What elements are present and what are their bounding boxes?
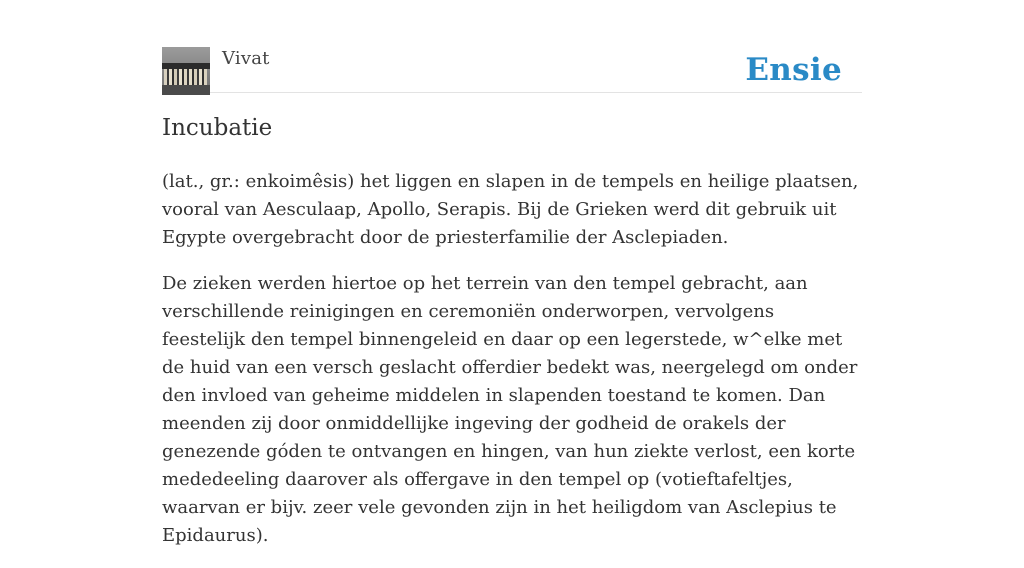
site-logo[interactable]: Ensie [745,52,842,88]
article-header [162,46,862,93]
article-paragraph: De zieken werden hiertoe op het terrein van den tempel gebracht, aan verschillende reinigingen en ceremoniën onderworpen, vervolgens feestelijk den tempel binnengeleid en daar op een legerstede, w^elke met de huid van een versch geslacht offerdier bedekt was, neergelegd om onder den invloed van geheime middelen in slapenden toestand te komen. Dan meenden zij door onmiddellijke ingeving der godheid de orakels der genezende góden te ontvangen en hingen, van hun ziekte verlost, een korte mededeeling daarover als offergave in den tempel op (votieftafeltjes, waarvan er bijv. zeer vele gevonden zijn in het heiligdom van Asclepius te Epidaurus). [162,273,858,546]
article-paragraph: (lat., gr.: enkoimêsis) het liggen en slapen in de tempels en heilige plaatsen, vooral van Aesculaap, Apollo, Serapis. Bij de Grieken werd dit gebruik uit Egypte overgebracht door de priesterfamilie der Asclepiaden. [162,171,859,248]
author-avatar[interactable] [162,47,210,95]
article-title: Incubatie [162,115,273,141]
article-body [162,168,862,568]
books-avatar-image [162,47,210,95]
author-name[interactable]: Vivat [222,48,270,69]
